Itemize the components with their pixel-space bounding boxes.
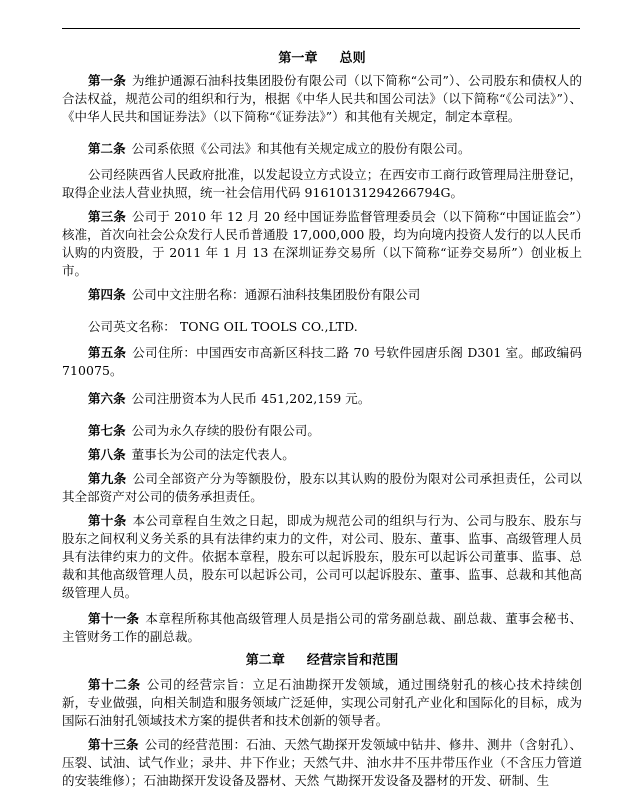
article-label: 第三条 (88, 209, 126, 224)
article-5 (62, 344, 582, 380)
article-text: 公司住所：中国西安市高新区科技二路 70 号软件园唐乐阁 D301 室。邮政编码 710075。 (62, 345, 582, 378)
article-2-paragraph-2 (62, 166, 582, 202)
article-label: 第十二条 (88, 677, 141, 692)
article-text: 公司为永久存续的股份有限公司。 (131, 423, 320, 438)
article-11 (62, 610, 582, 646)
article-label: 第六条 (88, 391, 126, 406)
chapter-number: 第一章 (278, 51, 318, 66)
article-3 (62, 208, 582, 280)
article-6 (62, 390, 582, 408)
article-text: 公司注册资本为人民币 451,202,159 元。 (131, 391, 371, 406)
article-12 (62, 676, 582, 730)
article-1 (62, 72, 582, 126)
article-9 (62, 470, 582, 506)
article-label: 第四条 (88, 287, 126, 302)
article-text: 公司中文注册名称：通源石油科技集团股份有限公司 (131, 287, 421, 302)
article-text: 公司的经营宗旨：立足石油勘探开发领域，通过围绕射孔的核心技术持续创新，专业做强，向相关制造和服务领域广泛延伸，实现公司射孔产业化和国际化的目标，成为国际石油射孔领域技术方案的提供者和技术创新的领导者。 (62, 677, 582, 728)
article-text: 本章程所称其他高级管理人员是指公司的常务副总裁、副总裁、董事会秘书、主管财务工作的副总裁。 (62, 611, 583, 644)
article-7 (62, 422, 582, 440)
chapter-title: 总则 (339, 51, 366, 66)
article-text: 公司于 2010 年 12 月 20 经中国证券监督管理委员会（以下简称“中国证监会”）核准，首次向社会公众发行人民币普通股 17,000,000 股，均为向境内投资人发行的以人民币认购的内资股，于 2011 年 1 月 13 在深圳证券交易所（以下简称“证券交易所”）创业板上市。 (62, 209, 582, 278)
article-4 (62, 286, 582, 304)
article-label: 第七条 (88, 423, 126, 438)
chapter-number: 第二章 (245, 653, 285, 668)
article-label: 第一条 (88, 73, 126, 88)
chapter-title: 经营宗旨和范围 (306, 653, 399, 668)
article-label: 第五条 (88, 345, 127, 360)
article-text: 公司全部资产分为等额股份，股东以其认购的股份为限对公司承担责任，公司以其全部资产对公司的债务承担责任。 (62, 471, 582, 504)
article-text: 董事长为公司的法定代表人。 (131, 447, 295, 462)
article-text: 公司英文名称： TONG OIL TOOLS CO.,LTD. (88, 319, 358, 334)
document-page (62, 50, 582, 790)
article-label: 第十三条 (88, 737, 139, 752)
article-2 (62, 140, 582, 158)
article-text: 为维护通源石油科技集团股份有限公司（以下简称“公司”）、公司股东和债权人的合法权益，规范公司的组织和行为，根据《中华人民共和国公司法》（以下简称“《公司法》”）、《中华人民共和国证券法》（以下简称“《证券法》”）和其他有关规定，制定本章程。 (62, 73, 582, 124)
article-10 (62, 512, 582, 602)
article-text: 公司经陕西省人民政府批准，以发起设立方式设立；在西安市工商行政管理局注册登记，取得企业法人营业执照，统一社会信用代码 9161013129426​6794G。 (62, 167, 582, 200)
chapter-heading (62, 50, 582, 68)
article-text: 公司系依照《公司法》和其他有关规定成立的股份有限公司。 (131, 141, 471, 156)
article-label: 第十条 (88, 513, 127, 528)
article-text: 公司的经营范围：石油、天然气勘探开发领域中钻井、修井、测井（含射孔）、压裂、试油、试气作业；录井、井下作业；天然气井、油水井不压井带压作业（不含压力管道的安装维修）；石油勘探开发设备及器材、天然 气勘探开发设备及器材的开发、研制、生 (62, 737, 582, 788)
article-text: 本公司章程自生效之日起，即成为规范公司的组织与行为、公司与股东、股东与股东之间权利义务关系的具有法律约束力的文件，对公司、股东、董事、监事、高级管理人员具有法律约束力的文件。依据本章程，股东可以起诉股东，股东可以起诉公司董事、监事、总裁和其他高级管理人员，股东可以起诉公司，公司可以起诉股东、董事、监事、总裁和其他高级管理人员。 (62, 513, 582, 600)
article-label: 第九条 (88, 471, 127, 486)
article-label: 第八条 (88, 447, 126, 462)
article-8 (62, 446, 582, 464)
article-4-paragraph-2 (62, 318, 582, 336)
article-label: 第二条 (88, 141, 126, 156)
header-rule (62, 28, 580, 29)
article-label: 第十一条 (88, 611, 140, 626)
chapter-heading (62, 652, 582, 670)
